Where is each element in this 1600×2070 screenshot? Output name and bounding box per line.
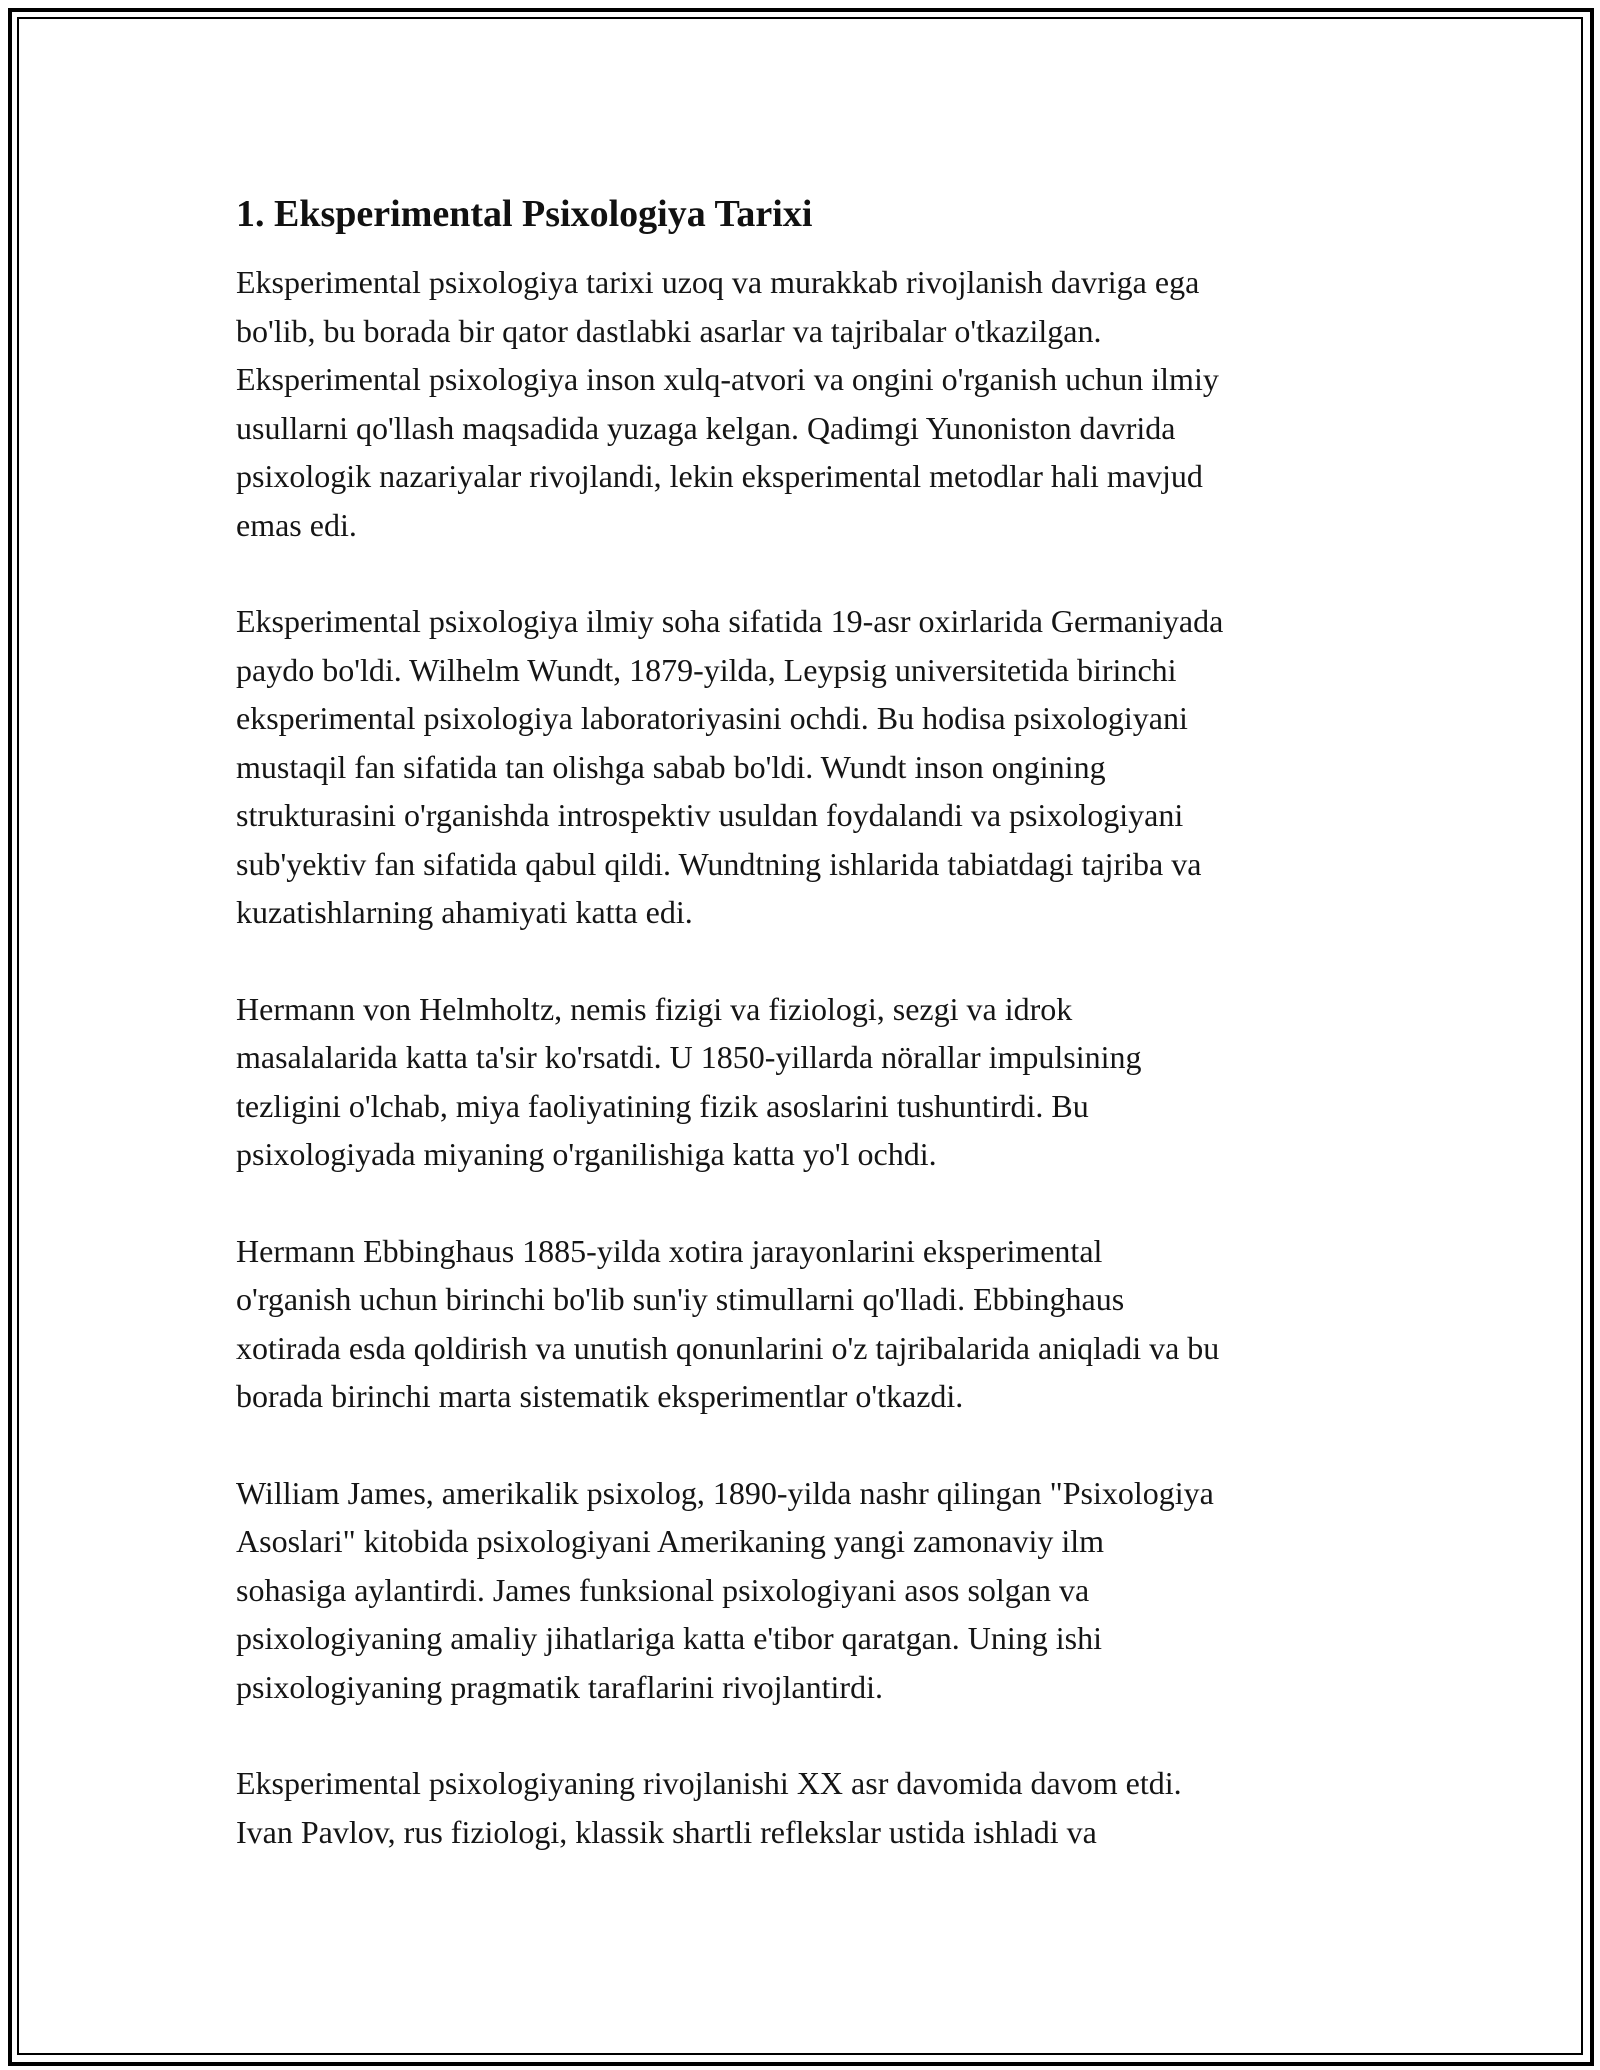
paragraph-4: Hermann Ebbinghaus 1885-yilda xotira jarayonlarini eksperimental o'rganish uchun birinchi bo'lib sun'iy stimullarni qo'lladi. Ebbinghaus xotirada esda qoldirish va unutish qonunlarini o'z tajribalarida aniqladi va bu borada birinchi marta sistematik eksperimentlar o'tkazdi. — [236, 1232, 1220, 1414]
document-body — [236, 188, 1386, 1904]
section-heading: 1. Eksperimental Psixologiya Tarixi — [236, 193, 813, 235]
paragraph-2: Eksperimental psixologiya ilmiy soha sifatida 19-asr oxirlarida Germaniyada paydo bo'ldi. Wilhelm Wundt, 1879-yilda, Leypsig universitetida birinchi eksperimental psixologiya laboratoriyasini ochdi. Bu hodisa psixologiyani mustaqil fan sifatida tan olishga sabab bo'ldi. Wundt inson ongining strukturasini o'rganishda introspektiv usuldan foydalandi va psixologiyani sub'yektiv fan sifatida qabul qildi. Wundtning ishlarida tabiatdagi tajriba va kuzatishlarning ahamiyati katta edi. — [236, 603, 1224, 930]
paragraph-5: William James, amerikalik psixolog, 1890-yilda nashr qilingan "Psixologiya Asoslari" kitobida psixologiyani Amerikaning yangi zamonaviy ilm sohasiga aylantirdi. James funksional psixologiyani asos solgan va psixologiyaning amaliy jihatlariga katta e'tibor qaratgan. Uning ishi psixologiyaning pragmatik taraflarini rivojlantirdi. — [236, 1474, 1214, 1705]
paragraph-1: Eksperimental psixologiya tarixi uzoq va murakkab rivojlanish davriga ega bo'lib, bu borada bir qator dastlabki asarlar va tajribalar o'tkazilgan. Eksperimental psixologiya inson xulq-atvori va ongini o'rganish uchun ilmiy usullarni qo'llash maqsadida yuzaga kelgan. Qadimgi Yunoniston davrida psixologik nazariyalar rivojlandi, lekin eksperimental metodlar hali mavjud emas edi. — [236, 264, 1219, 543]
paragraph-3: Hermann von Helmholtz, nemis fizigi va fiziologi, sezgi va idrok masalalarida katta ta'sir ko'rsatdi. U 1850-yillarda nörallar impulsining tezligini o'lchab, miya faoliyatining fizik asoslarini tushuntirdi. Bu psixologiyada miyaning o'rganilishiga katta yo'l ochdi. — [236, 990, 1142, 1172]
paragraph-6: Eksperimental psixologiyaning rivojlanishi XX asr davomida davom etdi. Ivan Pavlov, rus fiziologi, klassik shartli reflekslar ustida ishladi va — [236, 1765, 1182, 1850]
